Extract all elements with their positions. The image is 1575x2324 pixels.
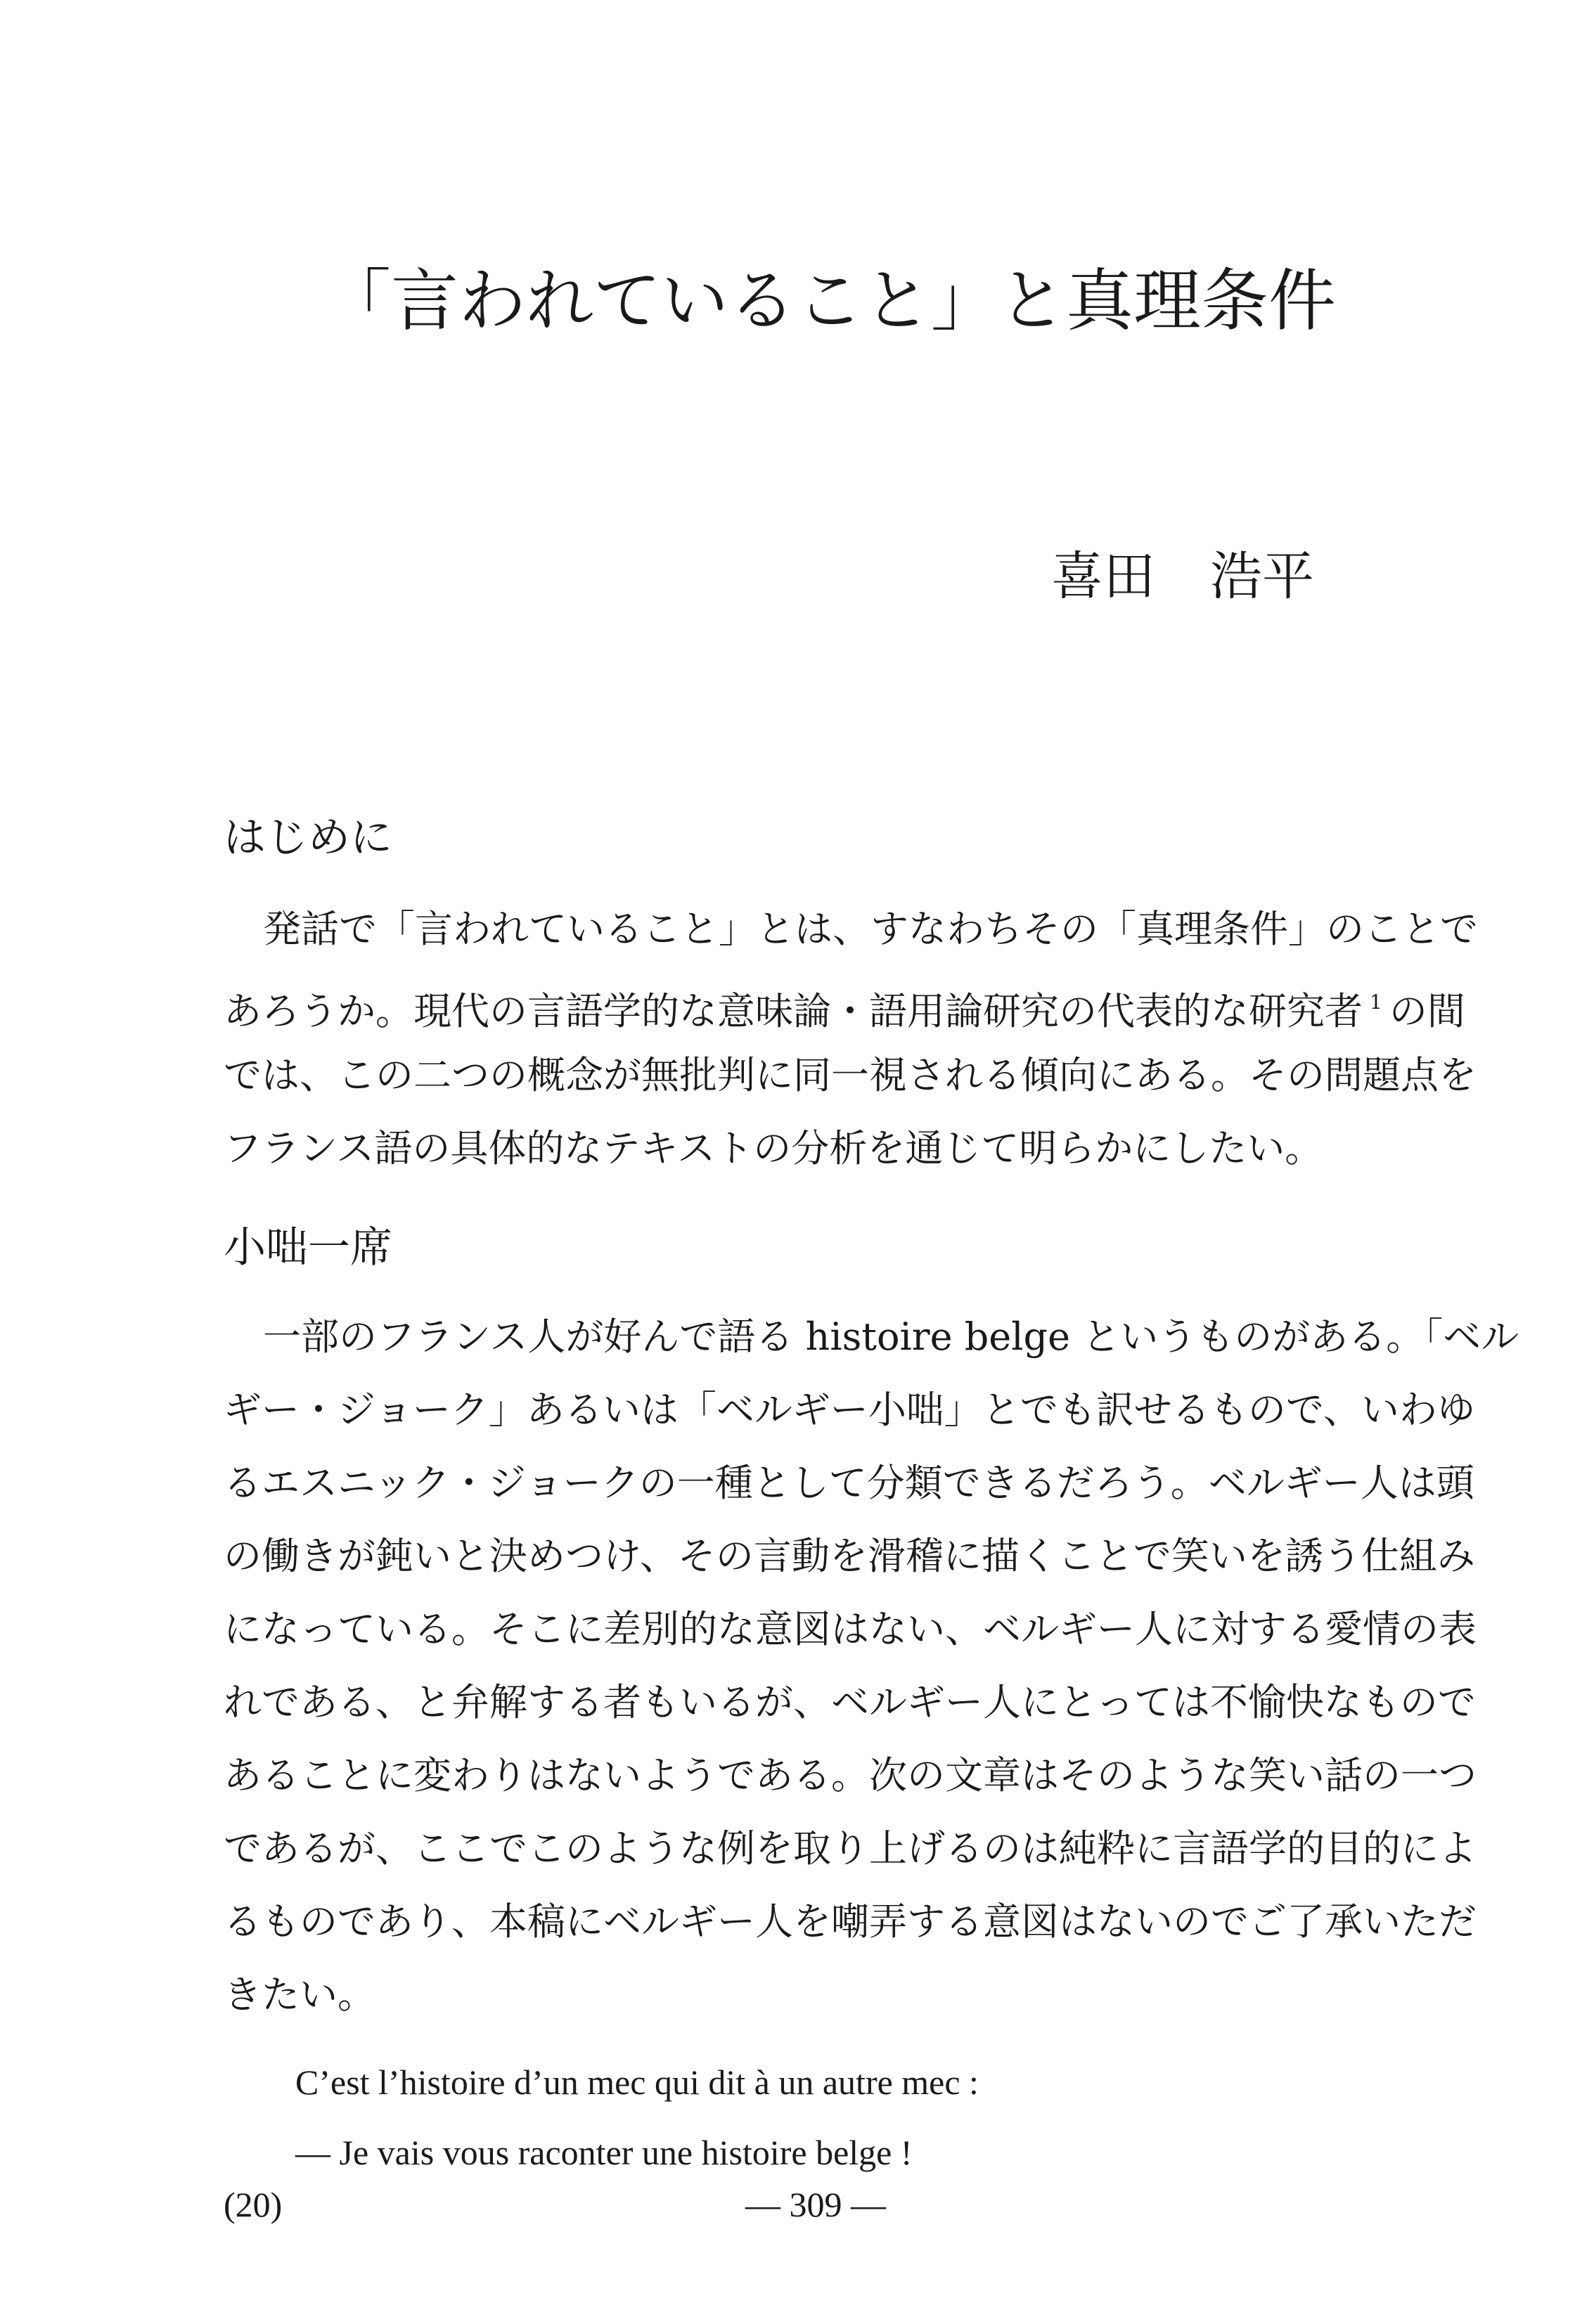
section-heading-kobanashi: 小咄一席 bbox=[224, 1223, 392, 1272]
paragraph-line: きたい。 bbox=[224, 1973, 375, 2017]
paragraph-line: 一部のフランス人が好んで語る histoire belge というものがある。「ベル bbox=[263, 1315, 1519, 1359]
footer-page-number-left: (20) bbox=[224, 2185, 283, 2224]
paragraph-line-text: あろうか。現代の言語学的な意味論・語用論研究の代表的な研究者 bbox=[224, 989, 1363, 1033]
paragraph-line: あることに変わりはないようである。次の文章はそのような笑い話の一つ bbox=[224, 1753, 1477, 1797]
paragraph-line: では、この二つの概念が無批判に同一視される傾向にある。その問題点を bbox=[224, 1053, 1477, 1097]
footnote-marker[interactable]: 1 bbox=[1370, 990, 1382, 1014]
paragraph-line bbox=[224, 966, 1465, 1039]
paragraph-line: ギー・ジョーク」あるいは「ベルギー小咄」とでも訳せるもので、いわゆ bbox=[224, 1388, 1475, 1432]
paragraph-line: るものであり、本稿にベルギー人を嘲弄する意図はないのでご了承いただ bbox=[224, 1899, 1477, 1944]
footer-page-number: — 309 — bbox=[745, 2185, 886, 2224]
section-body-introduction bbox=[224, 893, 1478, 1185]
quoted-example-line-1: C’est l’histoire d’un mec qui dit à un autre mec : bbox=[295, 2062, 979, 2102]
author-name bbox=[1051, 541, 1314, 612]
paragraph-line: れである、と弁解する者もいるが、ベルギー人にとっては不愉快なもので bbox=[224, 1680, 1476, 1724]
paragraph-line: 発話で「言われていること」とは、すなわちその「真理条件」のことで bbox=[263, 907, 1478, 951]
paragraph-line: フランス語の具体的なテキストの分析を通じて明らかにしたい。 bbox=[224, 1126, 1323, 1170]
author-family-name: 喜田 bbox=[1051, 546, 1155, 607]
paragraph-line: の働きが鈍いと決めつけ、その言動を滑稽に描くことで笑いを誘う仕組み bbox=[224, 1534, 1475, 1578]
page-title: 「言われていること」と真理条件 bbox=[323, 262, 1336, 340]
paragraph-line: るエスニック・ジョークの一種として分類できるだろう。ベルギー人は頭 bbox=[224, 1461, 1474, 1505]
paragraph-line: になっている。そこに差別的な意図はない、ベルギー人に対する愛情の表 bbox=[224, 1607, 1477, 1651]
author-given-name: 浩平 bbox=[1210, 546, 1314, 607]
paragraph-line: であるが、ここでこのような例を取り上げるのは純粋に言語学的目的によ bbox=[224, 1826, 1477, 1871]
quoted-example-line-2: — Je vais vous raconter une histoire belge ! bbox=[295, 2133, 913, 2172]
section-body-kobanashi bbox=[224, 1300, 1519, 2032]
paragraph-line-text: の間 bbox=[1389, 989, 1465, 1033]
section-heading-introduction: はじめに bbox=[224, 813, 392, 863]
